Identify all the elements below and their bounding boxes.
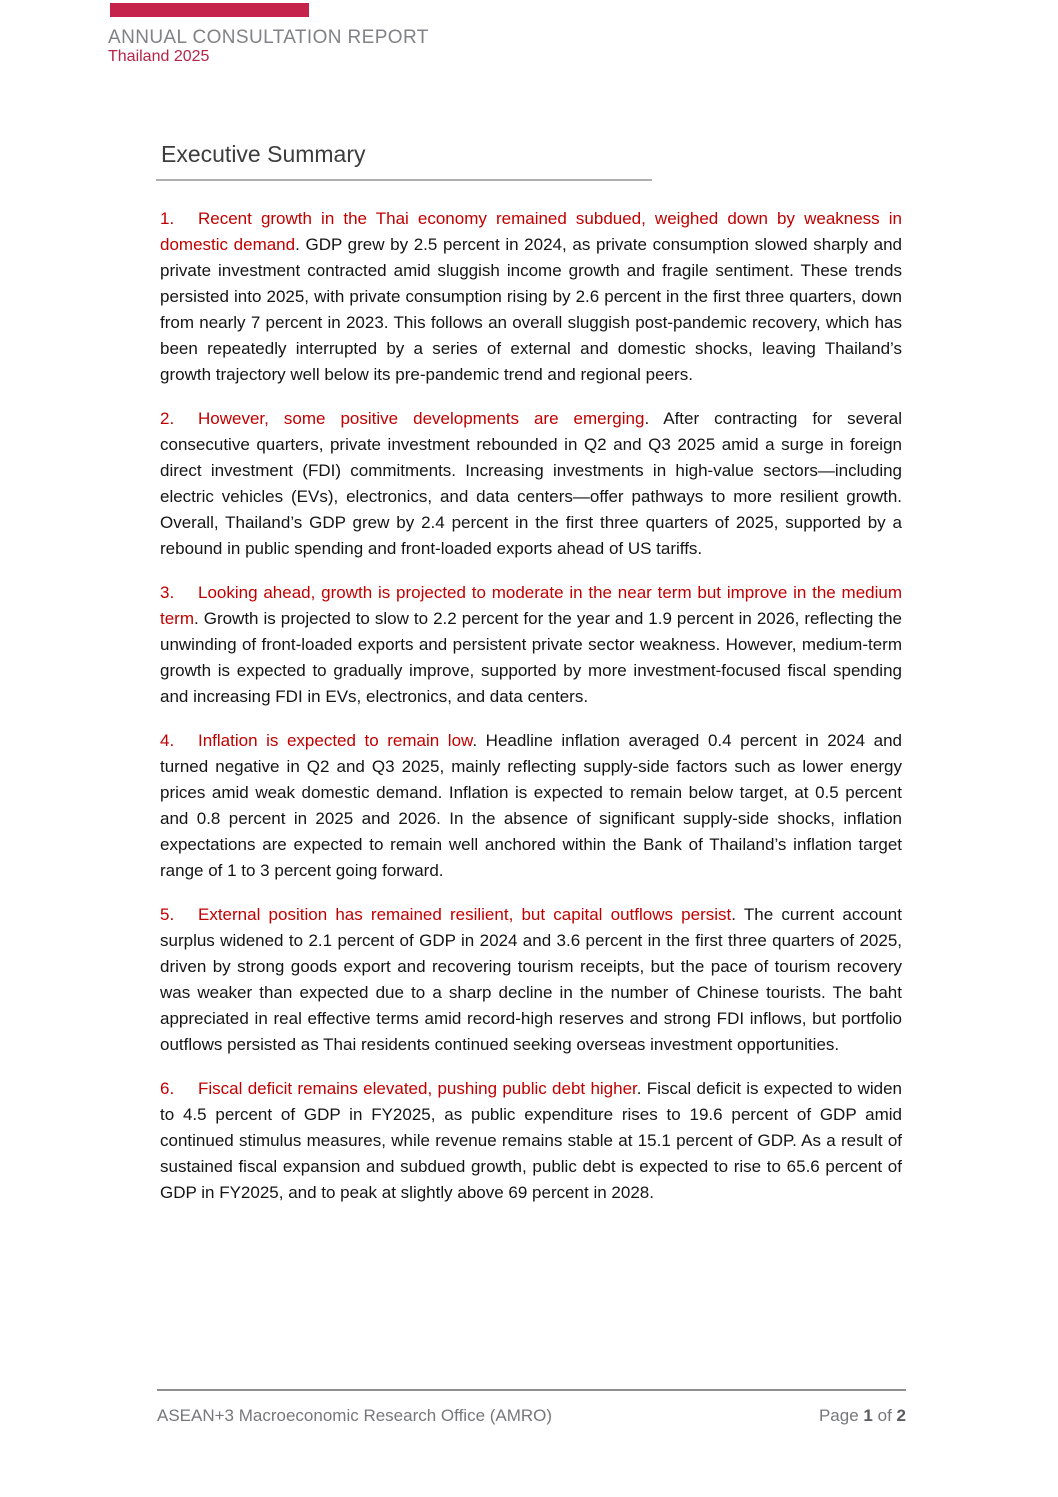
section-title: Executive Summary [161, 141, 366, 167]
paragraph-lead: Looking ahead, growth is projected to moderate in the near term but improve in the medium term [160, 583, 902, 628]
paragraph-number: 4. [160, 731, 175, 750]
report-subtitle: Thailand 2025 [108, 48, 210, 65]
paragraph-number: 6. [160, 1079, 175, 1098]
of-label: of [877, 1406, 892, 1425]
paragraph [160, 902, 902, 1058]
executive-summary-body [160, 206, 902, 1206]
paragraph-number: 5. [160, 905, 175, 924]
footer-organization: ASEAN+3 Macroeconomic Research Office (AMRO) [157, 1406, 553, 1425]
paragraph-body: . The current account surplus widened to 2.1 percent of GDP in 2024 and 3.6 percent in the first three quarters of 2025, driven by strong goods export and recovering tourism receipts, but the pace of tourism recovery was weaker than expected due to a sharp decline in the number of Chinese tourists. The baht appreciated in real effective terms amid record-high reserves and strong FDI inflows, but portfolio outflows persisted as Thai residents continued seeking overseas investment opportunities. [160, 905, 902, 1054]
section-title-rule [156, 179, 652, 181]
page-label: Page [818, 1406, 859, 1425]
paragraph-body: . Headline inflation averaged 0.4 percent in 2024 and turned negative in Q2 and Q3 2025, mainly reflecting supply-side factors such as lower energy prices amid weak domestic demand. Inflation is expected to remain below target, at 0.5 percent and 0.8 percent in 2025 and 2026. In the absence of significant supply-side shocks, inflation expectations are expected to remain well anchored within the Bank of Thailand’s inflation target range of 1 to 3 percent going forward. [160, 731, 902, 880]
paragraph [160, 406, 902, 562]
total-pages: 2 [896, 1406, 906, 1425]
paragraph [160, 206, 902, 388]
paragraph-number: 1. [160, 209, 175, 228]
page-indicator [819, 1406, 906, 1426]
paragraph-body: . GDP grew by 2.5 percent in 2024, as private consumption slowed sharply and private investment contracted amid sluggish income growth and fragile sentiment. These trends persisted into 2025, with private consumption rising by 2.6 percent in the first three quarters, down from nearly 7 percent in 2023. This follows an overall sluggish post-pandemic recovery, which has been repeatedly interrupted by a series of external and domestic shocks, leaving Thailand’s growth trajectory well below its pre-pandemic trend and regional peers. [160, 235, 902, 384]
brand-accent-bar [110, 3, 309, 17]
paragraph-lead: External position has remained resilient, but capital outflows persist [198, 905, 732, 924]
paragraph-body: . Growth is projected to slow to 2.2 percent for the year and 1.9 percent in 2026, reflecting the unwinding of front-loaded exports and persistent private sector weakness. However, medium-term growth is expected to gradually improve, supported by more investment-focused fiscal spending and increasing FDI in EVs, electronics, and data centers. [160, 609, 902, 706]
paragraph-lead: However, some positive developments are emerging [198, 409, 645, 428]
report-type-heading: ANNUAL CONSULTATION REPORT [108, 27, 429, 48]
page-number: 1 [863, 1406, 873, 1425]
paragraph-number: 3. [160, 583, 175, 602]
paragraph [160, 580, 902, 710]
paragraph-number: 2. [160, 409, 175, 428]
paragraph-body: . After contracting for several consecutive quarters, private investment rebounded in Q2 and Q3 2025 amid a surge in foreign direct investment (FDI) commitments. Increasing investments in high-value sectors—including electric vehicles (EVs), electronics, and data centers—offer pathways to more resilient growth. Overall, Thailand’s GDP grew by 2.4 percent in the first three quarters of 2025, supported by a rebound in public spending and front-loaded exports ahead of US tariffs. [160, 409, 902, 558]
paragraph-lead: Recent growth in the Thai economy remained subdued, weighed down by weakness in domestic demand [160, 209, 902, 254]
paragraph-body: . Fiscal deficit is expected to widen to 4.5 percent of GDP in FY2025, as public expenditure rises to 19.6 percent of GDP amid continued stimulus measures, while revenue remains stable at 15.1 percent of GDP. As a result of sustained fiscal expansion and subdued growth, public debt is expected to rise to 65.6 percent of GDP in FY2025, and to peak at slightly above 69 percent in 2028. [160, 1079, 903, 1202]
footer-rule [157, 1389, 906, 1391]
paragraph [160, 1076, 902, 1206]
page-footer [157, 1406, 906, 1426]
paragraph [160, 728, 902, 884]
paragraph-lead: Fiscal deficit remains elevated, pushing public debt higher [198, 1079, 637, 1098]
paragraph-lead: Inflation is expected to remain low [198, 731, 473, 750]
